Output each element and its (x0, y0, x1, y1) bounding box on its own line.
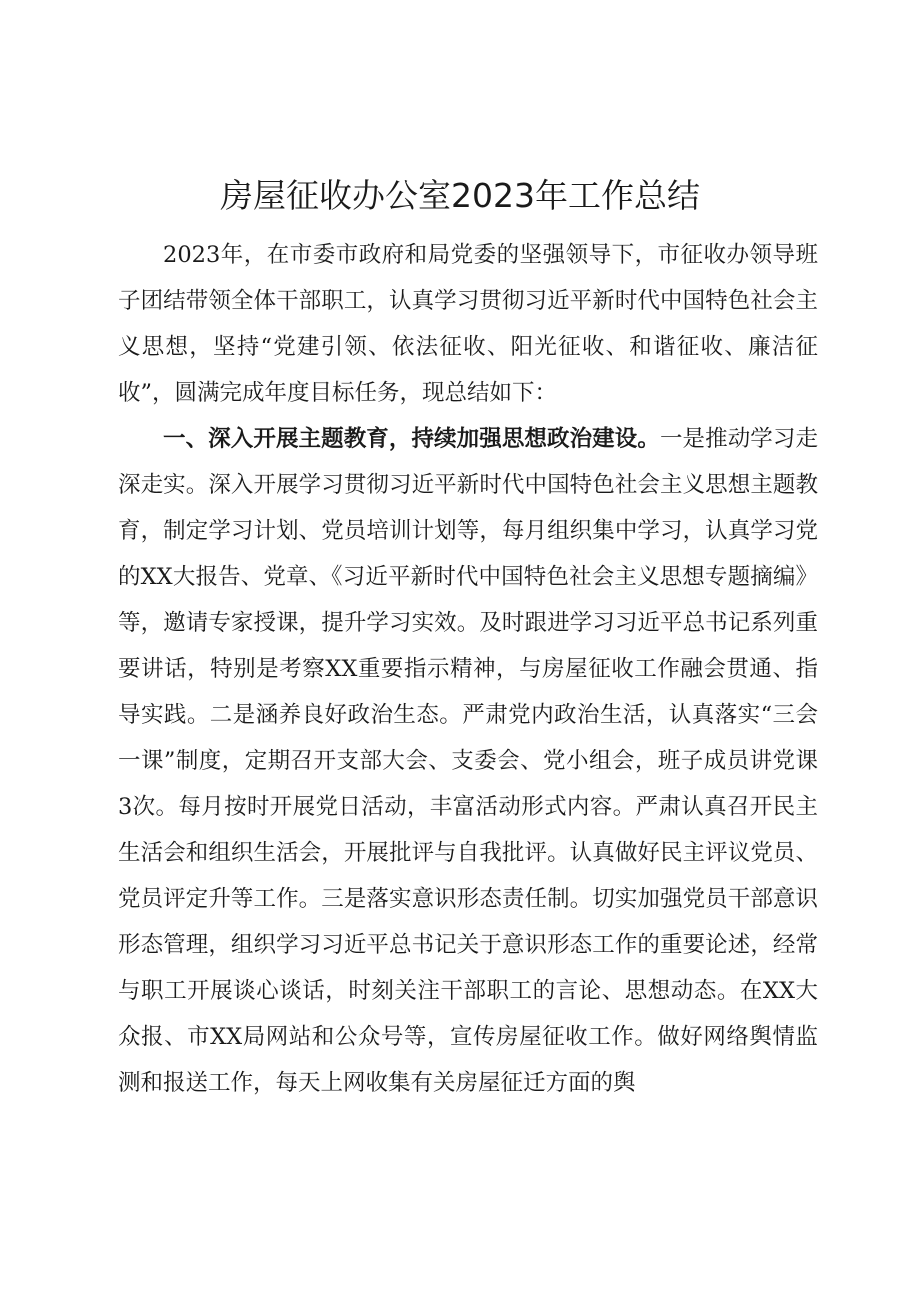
document-title: 房屋征收办公室2023年工作总结 (220, 176, 700, 215)
section-one-text: 一是推动学习走深走实。深入开展学习贯彻习近平新时代中国特色社会主义思想主题教育，制定学习计划、党员培训计划等，每月组织集中学习，认真学习党的XX大报告、党章、《习近平新时代中国特色社会主义思想专题摘编》等，邀请专家授课，提升学习实效。及时跟进学习习近平总书记系列重要讲话，特别是考察XX重要指示精神，与房屋征收工作融会贯通、指导实践。二是涵养良好政治生态。严肃党内政治生活，认真落实“三会一课”制度，定期召开支部大会、支委会、党小组会，班子成员讲党课3次。每月按时开展党日活动，丰富活动形式内容。严肃认真召开民主生活会和组织生活会，开展批评与自我批评。认真做好民主评议党员、党员评定升等工作。三是落实意识形态责任制。切实加强党员干部意识形态管理，组织学习习近平总书记关于意识形态工作的重要论述，经常与职工开展谈心谈话，时刻关注干部职工的言论、思想动态。在XX大众报、市XX局网站和公众号等，宣传房屋征收工作。做好网络舆情监测和报送工作，每天上网收集有关房屋征迁方面的舆 (118, 426, 818, 1096)
intro-paragraph-text: 2023年，在市委市政府和局党委的坚强领导下，市征收办领导班子团结带领全体干部职工，认真学习贯彻习近平新时代中国特色社会主义思想，坚持“党建引领、依法征收、阳光征收、和谐征收、廉洁征收”，圆满完成年度目标任务，现总结如下： (118, 242, 818, 406)
section-one-heading: 一、深入开展主题教育，持续加强思想政治建设。 (163, 426, 660, 452)
intro-paragraph (118, 232, 818, 416)
document-body (118, 232, 818, 1106)
section-one-paragraph (118, 416, 818, 1106)
